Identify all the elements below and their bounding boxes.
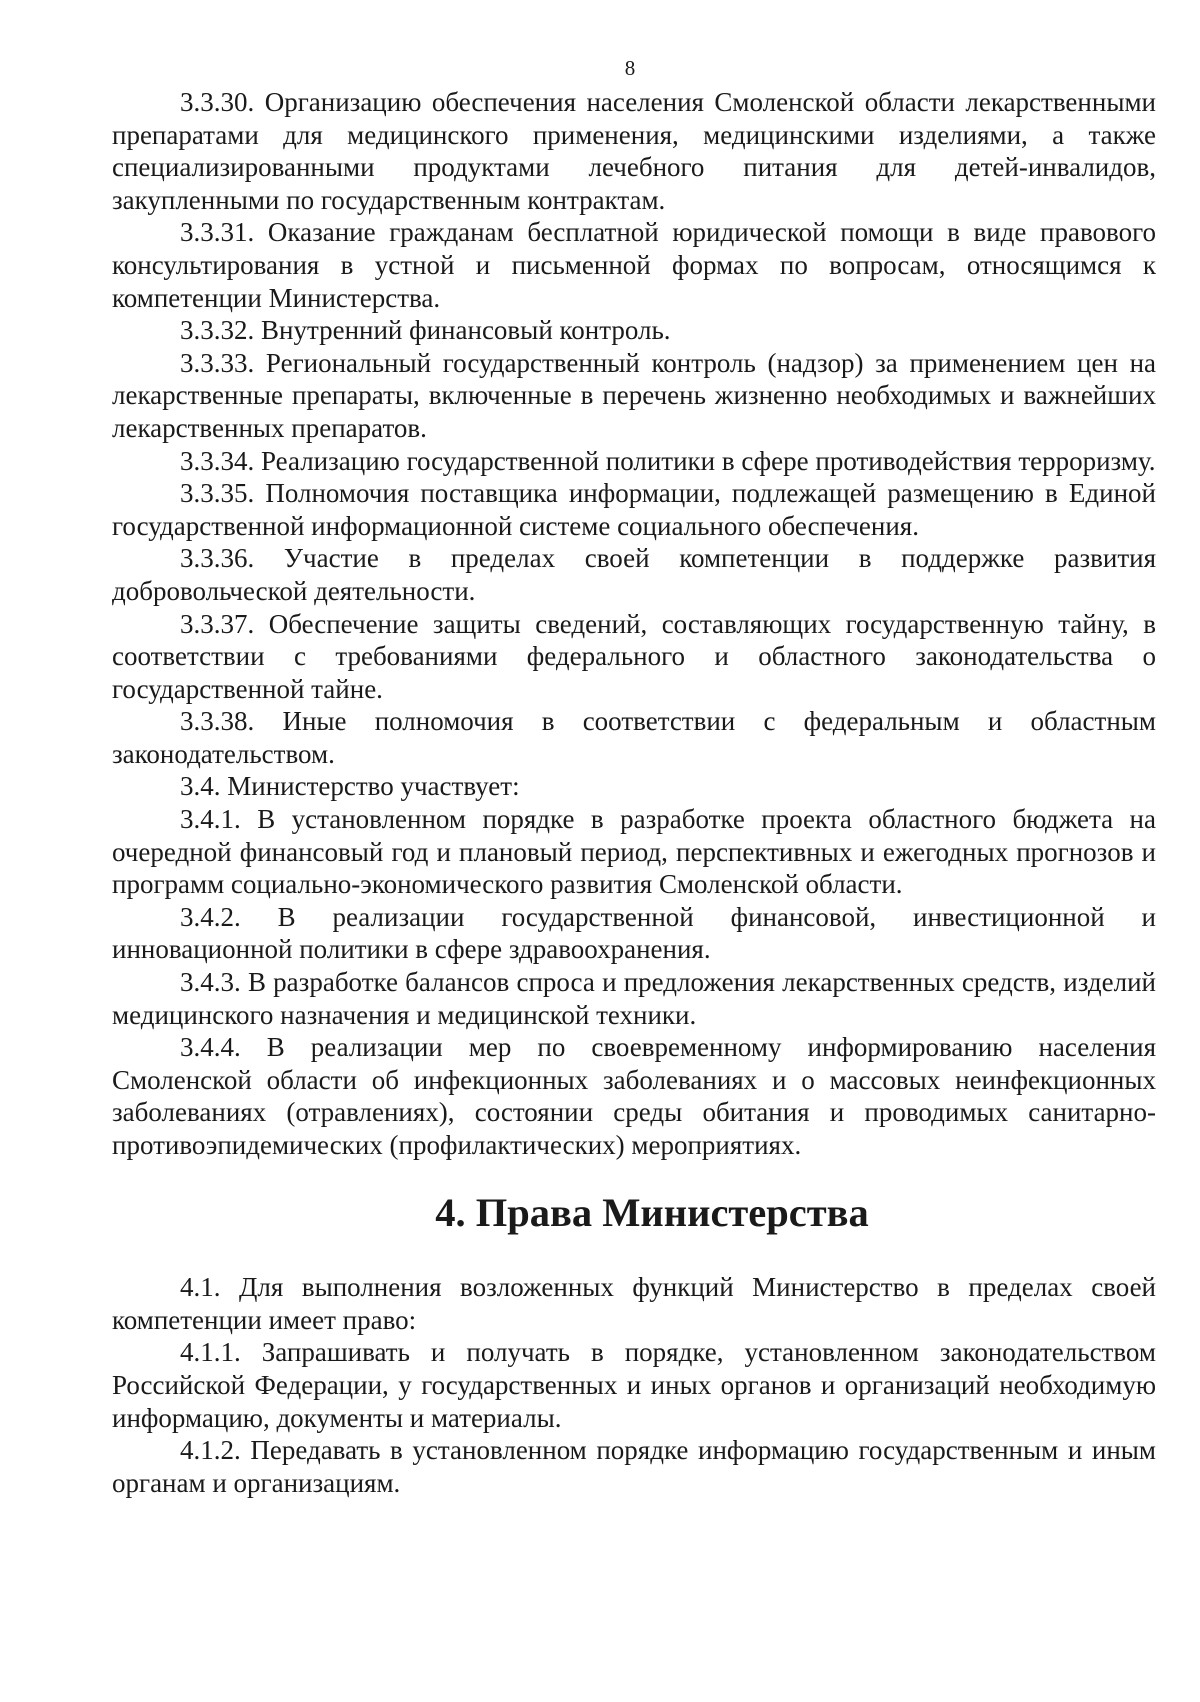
- paragraph-3-3-32: 3.3.32. Внутренний финансовый контроль.: [180, 315, 671, 346]
- paragraph-3-3-31: 3.3.31. Оказание гражданам бесплатной юридической помощи в виде правового консультирования в устной и письменной формах по вопросам, относящимся к компетенции Министерства.: [112, 217, 1156, 313]
- paragraph-3-4-3: 3.4.3. В разработке балансов спроса и предложения лекарственных средств, изделий медицинского назначения и медицинской техники.: [112, 967, 1156, 1030]
- paragraph-3-4-4: 3.4.4. В реализации мер по своевременному информированию населения Смоленской области об инфекционных заболеваниях и о массовых неинфекционных заболеваниях (отравлениях), состоянии среды обитания и проводимых санитарно-противоэпидемических (профилактических) мероприятиях.: [112, 1032, 1156, 1160]
- paragraph-4-1-1: 4.1.1. Запрашивать и получать в порядке, установленном законодательством Российской Федерации, у государственных и иных органов и организаций необходимую информацию, документы и материалы.: [112, 1337, 1156, 1433]
- paragraph-3-3-38: 3.3.38. Иные полномочия в соответствии с федеральным и областным законодательством.: [112, 706, 1156, 769]
- page-number: 8: [624, 56, 636, 80]
- paragraph-3-3-36: 3.3.36. Участие в пределах своей компетенции в поддержке развития добровольческой деятельности.: [112, 543, 1156, 606]
- paragraph-3-3-35: 3.3.35. Полномочия поставщика информации, подлежащей размещению в Единой государственной информационной системе социального обеспечения.: [112, 478, 1156, 541]
- paragraph-3-4-1: 3.4.1. В установленном порядке в разработке проекта областного бюджета на очередной финансовый год и плановый период, перспективных и ежегодных прогнозов и программ социально-экономического развития Смоленской области.: [112, 804, 1156, 900]
- paragraph-3-3-33: 3.3.33. Региональный государственный контроль (надзор) за применением цен на лекарственные препараты, включенные в перечень жизненно необходимых и важнейших лекарственных препаратов.: [112, 347, 1156, 443]
- paragraph-4-1: 4.1. Для выполнения возложенных функций Министерство в пределах своей компетенции имеет право:: [112, 1272, 1156, 1335]
- section-heading: 4. Права Министерства: [435, 1189, 869, 1235]
- paragraph-3-3-37: 3.3.37. Обеспечение защиты сведений, составляющих государственную тайну, в соответствии с требованиями федерального и областного законодательства о государственной тайне.: [112, 608, 1156, 704]
- paragraph-3-3-34: 3.3.34. Реализацию государственной политики в сфере противодействия терроризму.: [180, 445, 1156, 476]
- paragraph-3-4-2: 3.4.2. В реализации государственной финансовой, инвестиционной и инновационной политики в сфере здравоохранения.: [112, 901, 1156, 965]
- paragraph-3-4: 3.4. Министерство участвует:: [180, 771, 520, 802]
- paragraph-4-1-2: 4.1.2. Передавать в установленном порядке информацию государственным и иным органам и организациям.: [112, 1435, 1156, 1498]
- document-body: [112, 86, 1156, 1499]
- paragraph-3-3-30: 3.3.30. Организацию обеспечения населения Смоленской области лекарственными препаратами для медицинского применения, медицинскими изделиями, а также специализированными продуктами лечебного питания для детей-инвалидов, закупленными по государственным контрактам.: [112, 87, 1156, 215]
